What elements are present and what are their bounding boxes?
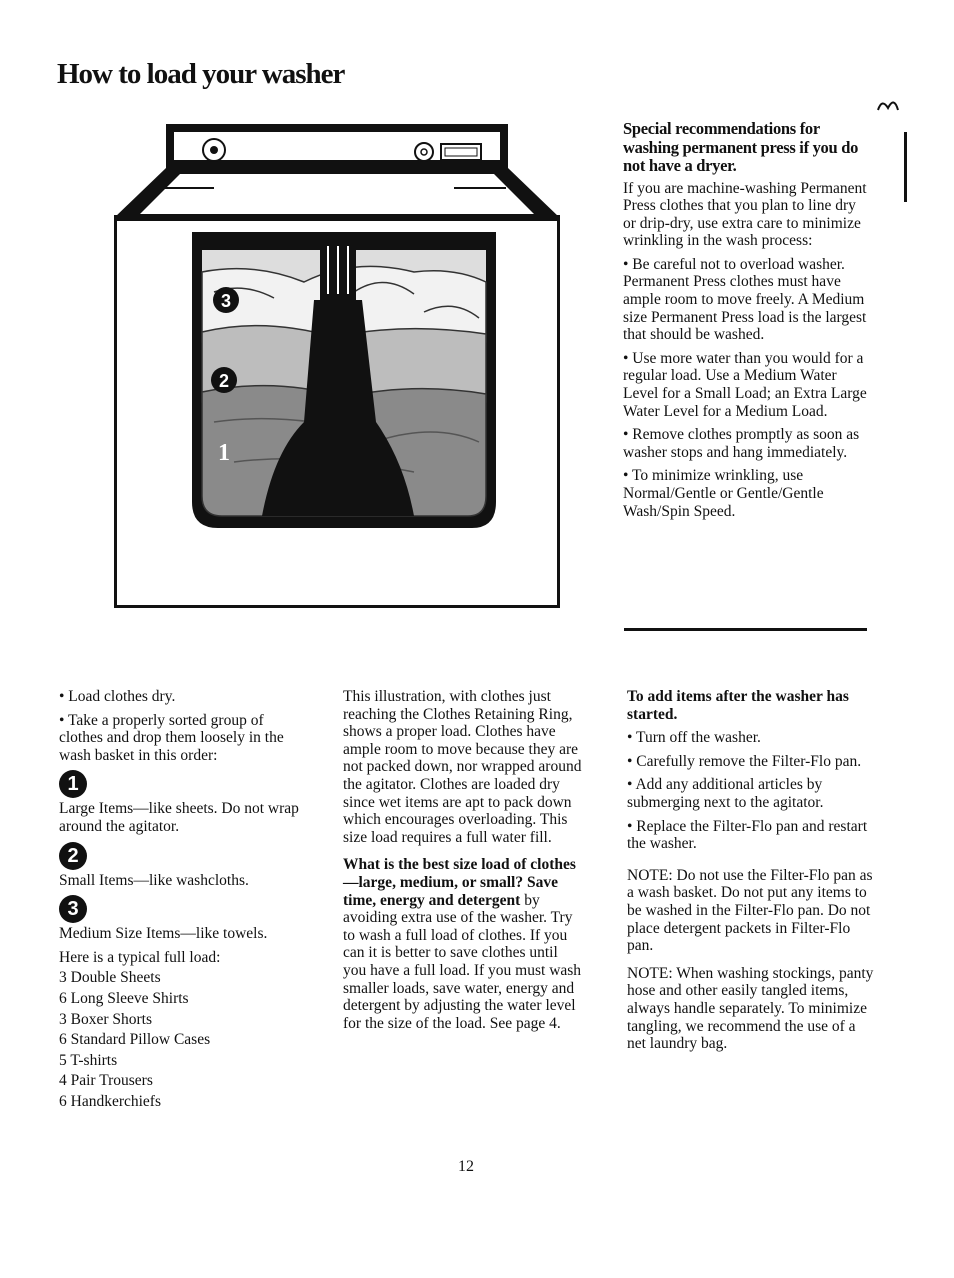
load-size-heading: What is the best size load of clothes—large, medium, or small? Save time, energy and detergent	[343, 856, 576, 909]
load-size-section	[343, 688, 583, 1038]
bullet-item: • Use more water than you would for a regular load. Use a Medium Water Level for a Small Load; an Extra Large Water Level for a Medium Load.	[623, 349, 867, 420]
bullet-item: • Add any additional articles by submerging next to the agitator.	[627, 776, 824, 811]
step-text: Medium Size Items—like towels.	[59, 925, 268, 943]
bullet-item: • Turn off the washer.	[627, 729, 761, 747]
load-item: 6 Standard Pillow Cases	[59, 1031, 211, 1049]
step-number-1: 1	[59, 770, 87, 798]
permanent-press-heading: Special recommendations for washing permanent press if you do not have a dryer.	[623, 119, 859, 175]
load-item: 5 T-shirts	[59, 1051, 118, 1069]
bullet-item: • Carefully remove the Filter-Flo pan.	[627, 752, 862, 770]
bullet-item: • To minimize wrinkling, use Normal/Gentle or Gentle/Gentle Wash/Spin Speed.	[623, 467, 824, 520]
add-items-section	[627, 688, 877, 1059]
section-divider	[624, 628, 867, 631]
step-number-3: 3	[59, 895, 87, 923]
step-number-2: 2	[59, 842, 87, 870]
permanent-press-intro: If you are machine-washing Permanent Press clothes that you plan to line dry or drip-dry, use extra care to minimize wrinkling in the wash process:	[623, 179, 867, 250]
scan-mark-icon	[872, 92, 912, 212]
step-text: Large Items—like sheets. Do not wrap around the agitator.	[59, 800, 299, 835]
load-item: 6 Handkerchiefs	[59, 1092, 161, 1110]
load-item: 4 Pair Trousers	[59, 1072, 153, 1090]
page-title: How to load your washer	[57, 58, 345, 90]
bullet-item: • Load clothes dry.	[59, 688, 176, 705]
step-text: Small Items—like washcloths.	[59, 871, 249, 889]
load-size-paragraph	[343, 856, 583, 1032]
bullet-item: • Be careful not to overload washer. Permanent Press clothes must have ample room to move freely. A Medium size Permanent Press load is the largest that should be washed.	[623, 255, 867, 344]
note-filter-flo: NOTE: Do not use the Filter-Flo pan as a wash basket. Do not put any items to be washed in the Filter-Flo pan. Do not place detergent packets in Filter-Flo pan.	[627, 866, 873, 955]
page-number: 12	[458, 1158, 474, 1175]
label-2: 2	[218, 371, 230, 391]
note-stockings: NOTE: When washing stockings, panty hose and other easily tangled items, always handle separately. To minimize tangling, we recommend the use of a net laundry bag.	[627, 964, 874, 1053]
load-size-body: by avoiding extra use of the washer. Try to wash a full load of clothes. If you can it is better to save clothes until you have a full load. If you must wash smaller loads, save water, energy and detergent by adjusting the water level for the size of the load. See page 4.	[343, 891, 582, 1032]
bullet-item: • Take a properly sorted group of clothes and drop them loosely in the wash basket in this order:	[59, 711, 284, 764]
load-item: 6 Long Sleeve Shirts	[59, 989, 189, 1007]
label-3: 3	[220, 291, 232, 311]
washer-illustration	[114, 122, 560, 608]
bullet-item: • Replace the Filter-Flo pan and restart the washer.	[627, 817, 868, 853]
add-items-heading: To add items after the washer has started.	[627, 688, 849, 723]
illustration-description: This illustration, with clothes just reaching the Clothes Retaining Ring, shows a proper load. Clothes have ample room to move because they are not packed down, nor wrapped around the agitator. Clothes are loaded dry since wet items are apt to pack down which encourages overloading. This size load requires a full water fill.	[343, 688, 582, 846]
typical-load-heading: Here is a typical full load:	[59, 948, 221, 966]
permanent-press-section	[623, 120, 868, 526]
bullet-item: • Remove clothes promptly as soon as washer stops and hang immediately.	[623, 426, 860, 461]
load-item: 3 Double Sheets	[59, 969, 161, 987]
loading-instructions	[59, 688, 299, 1117]
load-item: 3 Boxer Shorts	[59, 1010, 152, 1028]
label-1: 1	[218, 440, 230, 466]
